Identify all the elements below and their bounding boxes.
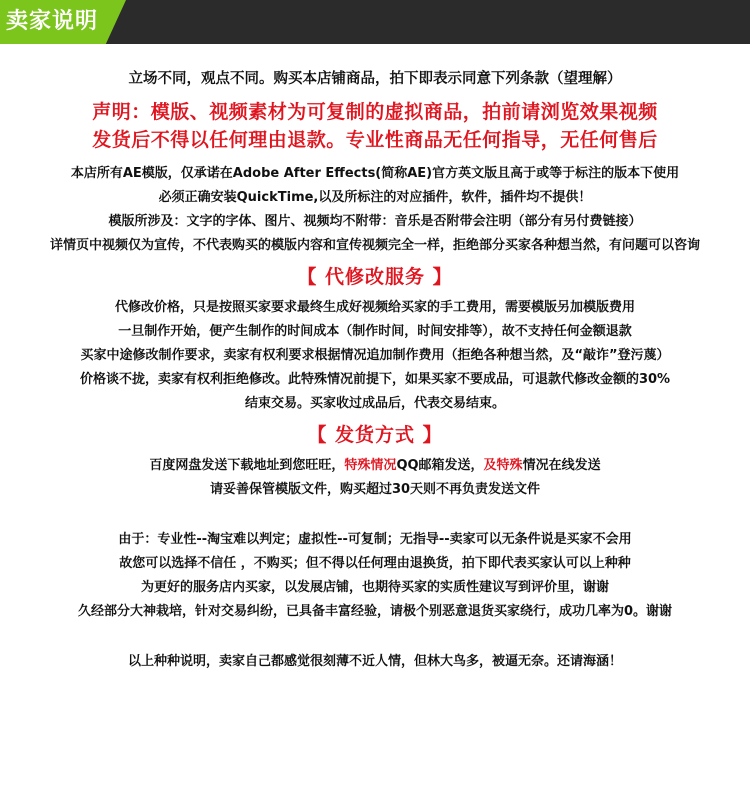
shipping-highlight: 特殊情况 bbox=[344, 458, 397, 473]
shipping-text: 百度网盘发送下载地址到您旺旺， bbox=[149, 458, 345, 473]
modify-service-line: 买家中途修改制作要求，卖家有权利要求根据情况追加制作费用（拒绝各种想当然，及“敲诈”登污蔑） bbox=[80, 348, 670, 363]
reason-line: 久经部分大神栽培，针对交易纠纷，已具备丰富经验，请极个别恶意退货买家绕行，成功几率为0。谢谢 bbox=[77, 604, 673, 619]
terms-line: 本店所有AE模版，仅承诺在Adobe After Effects(简称AE)官方英文版且高于或等于标注的版本下使用 bbox=[70, 166, 680, 181]
reason-line: 为更好的服务店内买家，以发展店铺，也期待买家的实质性建议写到评价里，谢谢 bbox=[140, 580, 609, 595]
header-bar bbox=[0, 0, 750, 44]
notice-line-1: 声明：模版、视频素材为可复制的虚拟商品，拍前请浏览效果视频 bbox=[92, 101, 658, 123]
reason-line: 由于：专业性--淘宝难以判定；虚拟性--可复制；无指导--卖家可以无条件说是买家不会用 bbox=[118, 532, 632, 547]
shipping-highlight: 及特殊 bbox=[483, 458, 523, 473]
modify-service-line: 代修改价格，只是按照买家要求最终生成好视频给买家的手工费用，需要模版另加模版费用 bbox=[114, 300, 635, 315]
shipping-line-2: 请妥善保管模版文件，购买超过30天则不再负责发送文件 bbox=[209, 482, 541, 497]
page-title: 卖家说明 bbox=[6, 9, 99, 34]
intro-text: 立场不同，观点不同。购买本店铺商品，拍下即表示同意下列条款（望理解） bbox=[128, 71, 622, 87]
shipping-text: QQ邮箱发送， bbox=[396, 458, 484, 473]
seller-notice-content bbox=[0, 60, 750, 674]
modify-service-line: 价格谈不拢，卖家有权利拒绝修改。此特殊情况前提下，如果买家不要成品，可退款代修改金额的30% bbox=[79, 372, 671, 387]
shipping-title: 【 发货方式 】 bbox=[307, 424, 443, 446]
closing-text: 以上种种说明，卖家自己都感觉很刻薄不近人情，但林大鸟多，被逼无奈。还请海涵！ bbox=[127, 654, 622, 669]
notice-line-2: 发货后不得以任何理由退款。专业性商品无任何指导，无任何售后 bbox=[92, 129, 658, 151]
terms-line: 详情页中视频仅为宣传，不代表购买的模版内容和宣传视频完全一样，拒绝部分买家各种想当然，有问题可以咨询 bbox=[49, 238, 700, 253]
reason-line: 故您可以选择不信任 ，不购买；但不得以任何理由退换货，拍下即代表买家认可以上种种 bbox=[119, 556, 631, 571]
shipping-text: 情况在线发送 bbox=[522, 458, 601, 473]
shipping-line-1 bbox=[0, 454, 750, 478]
modify-service-line: 结束交易。买家收过成品后，代表交易结束。 bbox=[244, 396, 505, 411]
modify-service-title: 【 代修改服务 】 bbox=[297, 266, 453, 288]
modify-service-line: 一旦制作开始，便产生制作的时间成本（制作时间，时间安排等），故不支持任何金额退款 bbox=[118, 324, 632, 339]
terms-line: 必须正确安装QuickTime,以及所标注的对应插件，软件，插件均不提供！ bbox=[158, 190, 592, 205]
terms-line: 模版所涉及：文字的字体、图片、视频均不附带：音乐是否附带会注明（部分有另付费链接） bbox=[108, 214, 642, 229]
